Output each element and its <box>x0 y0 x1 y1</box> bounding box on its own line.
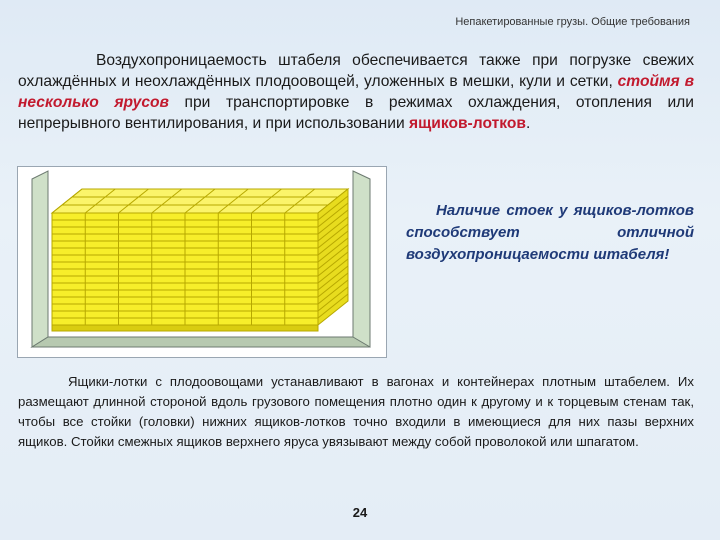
container-floor <box>32 337 370 347</box>
figure-caption <box>406 200 694 266</box>
page-number: 24 <box>352 505 368 520</box>
placement-paragraph <box>18 372 694 452</box>
container-right-wall <box>353 171 370 347</box>
crate-stack-illustration <box>17 166 387 358</box>
stack-base <box>52 325 318 331</box>
intro-paragraph <box>18 50 694 134</box>
intro-text-2: при транспортировке в режимах охлаждения, отопления или непрерывного вентилирования, и при использовании <box>18 94 694 132</box>
slide-header: Непакетированные грузы. Общие требования <box>455 16 690 28</box>
emphasis-crates: ящиков-лотков <box>409 115 526 132</box>
intro-text-3: . <box>525 115 531 132</box>
placement-text: Ящики-лотки с плодоовощами устанавливают в вагонах и контейнерах плотным штабелем. Их размещают длинной стороной вдоль грузового помещения плотно один к другому и к торцевым стенам так, чтобы все стойки (головки) нижних ящиков-лотков точно входили в имеющиеся для них пазы верхних ящиков. Стойки смежных ящиков верхнего яруса увязывают между собой проволокой или шпагатом. <box>18 374 694 449</box>
container-left-wall <box>32 171 48 347</box>
crate-stack-drawing <box>18 167 386 357</box>
intro-text-1: Воздухопроницаемость штабеля обеспечивается также при погрузке свежих охлаждённых и неохлаждённых плодоовощей, уложенных в мешки, кули и сетки, <box>18 52 694 90</box>
caption-text: Наличие стоек у ящиков-лотков способствует отличной воздухопроницаемости штабеля! <box>406 202 694 263</box>
emphasis-tiers: стоймя в несколько ярусов <box>18 73 694 111</box>
